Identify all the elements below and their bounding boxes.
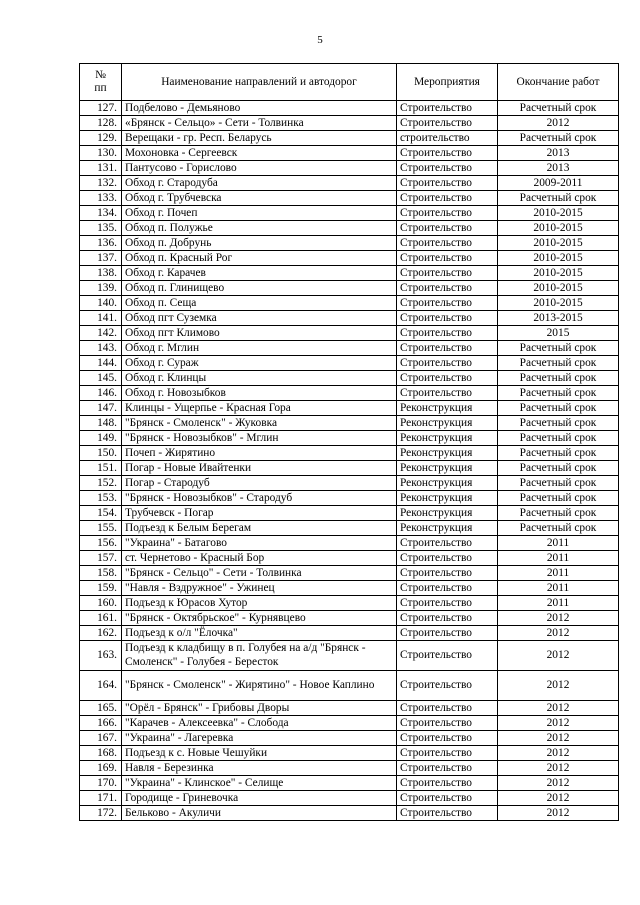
road-name: «Брянск - Сельцо» - Сети - Толвинка <box>122 116 397 131</box>
activity-cell: Строительство <box>397 356 498 371</box>
row-number: 132. <box>80 176 122 191</box>
end-date-cell: Расчетный срок <box>498 476 619 491</box>
end-date-cell: 2012 <box>498 746 619 761</box>
activity-cell: Строительство <box>397 746 498 761</box>
activity-cell: Строительство <box>397 116 498 131</box>
activity-cell: Строительство <box>397 311 498 326</box>
row-number: 147. <box>80 401 122 416</box>
end-date-cell: Расчетный срок <box>498 521 619 536</box>
road-name: Почеп - Жирятино <box>122 446 397 461</box>
road-name: "Украина" - Лагеревка <box>122 731 397 746</box>
end-date-cell: 2011 <box>498 536 619 551</box>
activity-cell: Строительство <box>397 221 498 236</box>
activity-cell: Строительство <box>397 326 498 341</box>
road-name: Бельково - Акуличи <box>122 806 397 821</box>
activity-cell: Строительство <box>397 296 498 311</box>
activity-cell: Строительство <box>397 761 498 776</box>
activity-cell: Реконструкция <box>397 521 498 536</box>
row-number: 136. <box>80 236 122 251</box>
table-row <box>80 716 619 731</box>
table-row <box>80 746 619 761</box>
table-row <box>80 761 619 776</box>
row-number: 152. <box>80 476 122 491</box>
row-number: 170. <box>80 776 122 791</box>
table-row <box>80 371 619 386</box>
row-number: 143. <box>80 341 122 356</box>
row-number: 148. <box>80 416 122 431</box>
row-number: 129. <box>80 131 122 146</box>
end-date-cell: 2012 <box>498 716 619 731</box>
row-number: 165. <box>80 701 122 716</box>
activity-cell: Строительство <box>397 236 498 251</box>
activity-cell: Строительство <box>397 551 498 566</box>
table-row <box>80 491 619 506</box>
end-date-cell: 2012 <box>498 626 619 641</box>
end-date-cell: Расчетный срок <box>498 101 619 116</box>
row-number: 133. <box>80 191 122 206</box>
table-row <box>80 521 619 536</box>
road-name: "Карачев - Алексеевка" - Слобода <box>122 716 397 731</box>
row-number: 161. <box>80 611 122 626</box>
end-date-cell: Расчетный срок <box>498 446 619 461</box>
end-date-cell: 2011 <box>498 551 619 566</box>
activity-cell: Строительство <box>397 776 498 791</box>
row-number: 172. <box>80 806 122 821</box>
table-row <box>80 776 619 791</box>
activity-cell: Строительство <box>397 536 498 551</box>
activity-cell: Реконструкция <box>397 446 498 461</box>
road-name: "Брянск - Сельцо" - Сети - Толвинка <box>122 566 397 581</box>
activity-cell: Строительство <box>397 581 498 596</box>
row-number: 156. <box>80 536 122 551</box>
table-row <box>80 641 619 671</box>
table-row <box>80 731 619 746</box>
end-date-cell: 2012 <box>498 671 619 701</box>
row-number: 140. <box>80 296 122 311</box>
end-date-cell: 2012 <box>498 701 619 716</box>
row-number: 167. <box>80 731 122 746</box>
row-number: 141. <box>80 311 122 326</box>
road-name: Городище - Гриневочка <box>122 791 397 806</box>
row-number: 137. <box>80 251 122 266</box>
row-number: 135. <box>80 221 122 236</box>
activity-cell: Строительство <box>397 251 498 266</box>
end-date-cell: 2013 <box>498 161 619 176</box>
row-number: 134. <box>80 206 122 221</box>
row-number: 169. <box>80 761 122 776</box>
table-row <box>80 296 619 311</box>
table-row <box>80 356 619 371</box>
table-row <box>80 791 619 806</box>
table-row <box>80 251 619 266</box>
header-num: № пп <box>80 64 122 101</box>
table-row <box>80 806 619 821</box>
row-number: 164. <box>80 671 122 701</box>
table-body <box>80 101 619 821</box>
row-number: 159. <box>80 581 122 596</box>
activity-cell: Строительство <box>397 791 498 806</box>
end-date-cell: 2010-2015 <box>498 251 619 266</box>
table-header-row <box>80 64 619 101</box>
end-date-cell: 2012 <box>498 761 619 776</box>
activity-cell: Реконструкция <box>397 401 498 416</box>
row-number: 154. <box>80 506 122 521</box>
table-row <box>80 236 619 251</box>
activity-cell: Строительство <box>397 146 498 161</box>
row-number: 139. <box>80 281 122 296</box>
header-end: Окончание работ <box>498 64 619 101</box>
activity-cell: Строительство <box>397 806 498 821</box>
row-number: 128. <box>80 116 122 131</box>
table-row <box>80 326 619 341</box>
road-name: Обход п. Красный Рог <box>122 251 397 266</box>
table-row <box>80 566 619 581</box>
end-date-cell: Расчетный срок <box>498 131 619 146</box>
road-name: Подъезд к кладбищу в п. Голубея на а/д "Брянск - Смоленск" - Голубея - Бересток <box>122 641 397 671</box>
row-number: 153. <box>80 491 122 506</box>
end-date-cell: 2010-2015 <box>498 221 619 236</box>
row-number: 163. <box>80 641 122 671</box>
road-name: Подбелово - Демьяново <box>122 101 397 116</box>
end-date-cell: Расчетный срок <box>498 431 619 446</box>
activity-cell: Реконструкция <box>397 461 498 476</box>
road-name: Обход г. Карачев <box>122 266 397 281</box>
table-row <box>80 596 619 611</box>
road-name: Подъезд к Юрасов Хутор <box>122 596 397 611</box>
row-number: 151. <box>80 461 122 476</box>
table-row <box>80 536 619 551</box>
end-date-cell: Расчетный срок <box>498 401 619 416</box>
activity-cell: Реконструкция <box>397 416 498 431</box>
road-name: ст. Чернетово - Красный Бор <box>122 551 397 566</box>
road-name: "Брянск - Октябрьское" - Курнявцево <box>122 611 397 626</box>
row-number: 166. <box>80 716 122 731</box>
end-date-cell: Расчетный срок <box>498 506 619 521</box>
end-date-cell: Расчетный срок <box>498 356 619 371</box>
end-date-cell: 2009-2011 <box>498 176 619 191</box>
row-number: 155. <box>80 521 122 536</box>
activity-cell: Строительство <box>397 641 498 671</box>
activity-cell: Строительство <box>397 716 498 731</box>
road-name: Обход п. Глинищево <box>122 281 397 296</box>
activity-cell: Строительство <box>397 161 498 176</box>
activity-cell: Строительство <box>397 671 498 701</box>
end-date-cell: 2010-2015 <box>498 266 619 281</box>
table-row <box>80 671 619 701</box>
end-date-cell: Расчетный срок <box>498 341 619 356</box>
row-number: 146. <box>80 386 122 401</box>
road-name: Обход пгт Климово <box>122 326 397 341</box>
road-name: "Брянск - Смоленск" - Жирятино" - Новое Каплино <box>122 671 397 701</box>
row-number: 168. <box>80 746 122 761</box>
table-row <box>80 476 619 491</box>
activity-cell: Строительство <box>397 176 498 191</box>
header-name: Наименование направлений и автодорог <box>122 64 397 101</box>
table-row <box>80 146 619 161</box>
row-number: 149. <box>80 431 122 446</box>
row-number: 157. <box>80 551 122 566</box>
activity-cell: строительство <box>397 131 498 146</box>
table-row <box>80 311 619 326</box>
activity-cell: Строительство <box>397 191 498 206</box>
end-date-cell: 2012 <box>498 641 619 671</box>
end-date-cell: 2012 <box>498 776 619 791</box>
road-name: Подъезд к с. Новые Чешуйки <box>122 746 397 761</box>
table-row <box>80 191 619 206</box>
header-activity: Мероприятия <box>397 64 498 101</box>
activity-cell: Строительство <box>397 386 498 401</box>
activity-cell: Строительство <box>397 266 498 281</box>
road-name: "Украина" - Батагово <box>122 536 397 551</box>
table-row <box>80 581 619 596</box>
table-row <box>80 221 619 236</box>
end-date-cell: 2012 <box>498 791 619 806</box>
activity-cell: Строительство <box>397 206 498 221</box>
row-number: 138. <box>80 266 122 281</box>
end-date-cell: 2011 <box>498 596 619 611</box>
table-row <box>80 101 619 116</box>
road-name: "Навля - Вздружное" - Ужинец <box>122 581 397 596</box>
activity-cell: Строительство <box>397 341 498 356</box>
road-name: Обход г. Стародуба <box>122 176 397 191</box>
end-date-cell: Расчетный срок <box>498 461 619 476</box>
row-number: 162. <box>80 626 122 641</box>
table-row <box>80 281 619 296</box>
table-row <box>80 401 619 416</box>
table-row <box>80 431 619 446</box>
road-name: Обход г. Мглин <box>122 341 397 356</box>
activity-cell: Строительство <box>397 281 498 296</box>
end-date-cell: 2012 <box>498 116 619 131</box>
end-date-cell: Расчетный срок <box>498 371 619 386</box>
road-name: "Брянск - Новозыбков" - Мглин <box>122 431 397 446</box>
end-date-cell: Расчетный срок <box>498 386 619 401</box>
activity-cell: Реконструкция <box>397 506 498 521</box>
table-row <box>80 161 619 176</box>
road-name: Обход г. Трубчевска <box>122 191 397 206</box>
activity-cell: Строительство <box>397 731 498 746</box>
road-name: Обход г. Почеп <box>122 206 397 221</box>
table-row <box>80 446 619 461</box>
activity-cell: Строительство <box>397 371 498 386</box>
activity-cell: Реконструкция <box>397 491 498 506</box>
road-name: Трубчевск - Погар <box>122 506 397 521</box>
row-number: 150. <box>80 446 122 461</box>
end-date-cell: Расчетный срок <box>498 191 619 206</box>
end-date-cell: Расчетный срок <box>498 491 619 506</box>
road-name: Подъезд к Белым Берегам <box>122 521 397 536</box>
end-date-cell: 2012 <box>498 611 619 626</box>
row-number: 131. <box>80 161 122 176</box>
activity-cell: Строительство <box>397 566 498 581</box>
activity-cell: Строительство <box>397 611 498 626</box>
end-date-cell: 2012 <box>498 731 619 746</box>
road-name: Погар - Стародуб <box>122 476 397 491</box>
activity-cell: Строительство <box>397 596 498 611</box>
end-date-cell: 2012 <box>498 806 619 821</box>
end-date-cell: 2011 <box>498 566 619 581</box>
row-number: 144. <box>80 356 122 371</box>
road-name: Обход п. Сеща <box>122 296 397 311</box>
activity-cell: Строительство <box>397 701 498 716</box>
road-name: Обход г. Сураж <box>122 356 397 371</box>
table-row <box>80 176 619 191</box>
row-number: 171. <box>80 791 122 806</box>
end-date-cell: 2010-2015 <box>498 281 619 296</box>
road-name: "Орёл - Брянск" - Грибовы Дворы <box>122 701 397 716</box>
table-row <box>80 131 619 146</box>
table-row <box>80 611 619 626</box>
row-number: 160. <box>80 596 122 611</box>
end-date-cell: 2010-2015 <box>498 296 619 311</box>
row-number: 145. <box>80 371 122 386</box>
table-row <box>80 626 619 641</box>
end-date-cell: Расчетный срок <box>498 416 619 431</box>
page-number: 5 <box>317 34 323 46</box>
end-date-cell: 2010-2015 <box>498 236 619 251</box>
road-name: Погар - Новые Ивайтенки <box>122 461 397 476</box>
table-row <box>80 386 619 401</box>
road-name: Обход г. Клинцы <box>122 371 397 386</box>
activity-cell: Реконструкция <box>397 476 498 491</box>
table-row <box>80 266 619 281</box>
table-row <box>80 116 619 131</box>
table-row <box>80 461 619 476</box>
road-name: Мохоновка - Сергеевск <box>122 146 397 161</box>
road-name: Обход г. Новозыбков <box>122 386 397 401</box>
road-name: Навля - Березинка <box>122 761 397 776</box>
road-name: Обход п. Добрунь <box>122 236 397 251</box>
row-number: 127. <box>80 101 122 116</box>
row-number: 130. <box>80 146 122 161</box>
road-name: "Брянск - Смоленск" - Жуковка <box>122 416 397 431</box>
road-name: Подъезд к о/л "Ёлочка" <box>122 626 397 641</box>
end-date-cell: 2013-2015 <box>498 311 619 326</box>
table-row <box>80 341 619 356</box>
roads-table <box>79 63 619 821</box>
road-name: Верещаки - гр. Респ. Беларусь <box>122 131 397 146</box>
end-date-cell: 2011 <box>498 581 619 596</box>
row-number: 158. <box>80 566 122 581</box>
table-row <box>80 551 619 566</box>
road-name: Пантусово - Горислово <box>122 161 397 176</box>
end-date-cell: 2013 <box>498 146 619 161</box>
activity-cell: Строительство <box>397 101 498 116</box>
road-name: "Украина" - Клинское" - Селище <box>122 776 397 791</box>
road-name: "Брянск - Новозыбков" - Стародуб <box>122 491 397 506</box>
table-row <box>80 206 619 221</box>
road-name: Обход п. Полужье <box>122 221 397 236</box>
activity-cell: Реконструкция <box>397 431 498 446</box>
table-row <box>80 416 619 431</box>
row-number: 142. <box>80 326 122 341</box>
table-row <box>80 506 619 521</box>
end-date-cell: 2015 <box>498 326 619 341</box>
table-row <box>80 701 619 716</box>
activity-cell: Строительство <box>397 626 498 641</box>
road-name: Клинцы - Ущерпье - Красная Гора <box>122 401 397 416</box>
road-name: Обход пгт Суземка <box>122 311 397 326</box>
end-date-cell: 2010-2015 <box>498 206 619 221</box>
